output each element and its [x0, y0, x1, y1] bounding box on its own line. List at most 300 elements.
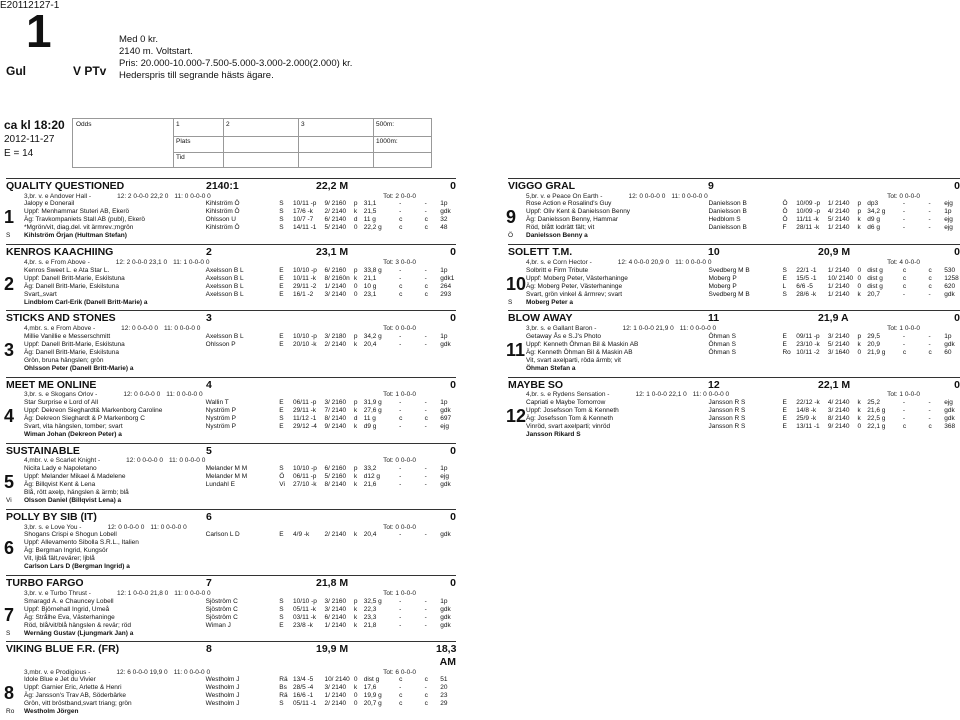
history-cell: c [399, 700, 403, 708]
history-row [24, 622, 456, 630]
history-cell: gdk [440, 340, 451, 348]
stats-2011: 11: 0 0-0-0 0 [679, 324, 717, 332]
history-cell: 1p [440, 597, 448, 605]
history-cell: 25/9 -k [796, 414, 817, 422]
history-cell: 8/ 2160n [324, 274, 350, 282]
history-cell [293, 489, 324, 497]
history-cell: c [399, 216, 403, 224]
history-cell: p [353, 465, 358, 473]
driver-line [6, 431, 456, 439]
horse-pedigree: 5,br. v. e Peace On Earth - [526, 192, 603, 200]
history-cell: Ro [782, 348, 791, 356]
horse-best-time: 20,9 M [818, 246, 851, 259]
history-row [24, 700, 456, 708]
stats-2011: 11: 1 0-0-0 0 [173, 258, 210, 266]
history-cell: - [399, 274, 402, 282]
history-row [24, 531, 456, 539]
race-line: Pris: 20.000-10.000-7.500-5.000-3.000-2.000(2.000) kr. [119, 57, 353, 69]
horse-header [6, 178, 456, 193]
history-cell: 620 [944, 282, 956, 290]
driver-prefix: S [508, 298, 513, 306]
history-cell: c [902, 282, 907, 290]
history-cell [279, 489, 293, 497]
history-cell: Rä [279, 676, 288, 684]
history-cell: - [399, 340, 402, 348]
history-cell: 1p [440, 266, 448, 274]
history-cell: ejg [944, 216, 953, 224]
history-cell: 10/11 -p [293, 200, 317, 208]
horse-header [6, 244, 456, 259]
history-cell [903, 357, 929, 365]
history-cell [354, 349, 364, 357]
history-cell: 3/ 1640 [827, 348, 850, 356]
horse-name: VIGGO GRAL [508, 180, 576, 192]
horse-info [508, 391, 960, 399]
history-row [24, 341, 456, 349]
stats-total: Tot: 0 0-0-0 [383, 457, 416, 465]
history-cell: Uppf: Allevamento Sibolla S.R.L., Italien [24, 539, 139, 547]
history-row [526, 357, 960, 365]
history-cell: c [902, 266, 907, 274]
history-cell: - [928, 290, 931, 298]
history-row [24, 283, 456, 291]
horse-name: SOLETT T.M. [508, 246, 573, 259]
history-cell: 0 [857, 422, 862, 430]
history-cell: Öhman S [708, 332, 736, 340]
history-cell: E [279, 282, 284, 290]
history-row [24, 481, 456, 489]
history-cell: - [399, 481, 402, 489]
stats-total: Tot: 1 0-0-0 [383, 589, 416, 597]
stats-total: Tot: 1 0-0-0 [887, 391, 920, 399]
history-cell: c [928, 266, 932, 274]
driver-line [6, 563, 456, 571]
history-cell: S [279, 605, 284, 613]
history-cell: Axelsson B L [205, 266, 244, 274]
horse-number: 12 [708, 378, 720, 391]
history-cell [399, 489, 425, 497]
history-cell [440, 489, 456, 497]
history-cell: 1p [440, 332, 448, 340]
post-number: 3 [4, 339, 15, 360]
history-cell: Uppf: Kenneth Öhman Bil & Maskin AB [526, 340, 639, 348]
driver-line [508, 232, 960, 240]
history-cell: 2/ 2140 [324, 531, 347, 539]
history-cell: Ohlsson P [205, 340, 236, 348]
history-cell: Uppf: Moberg Peter, Västerhaninge [526, 274, 628, 282]
history-cell [440, 555, 456, 563]
history-cell [293, 555, 324, 563]
history-cell: 06/11 -p [293, 473, 317, 481]
history-cell: - [399, 398, 402, 406]
history-cell: k [353, 531, 358, 539]
stats-2012: 12: 0 0-0-0 0 [123, 391, 161, 399]
history-cell: k [353, 481, 358, 489]
history-cell: 28/11 -k [796, 224, 820, 232]
history-cell: Äg: Danell Britt-Marie, Eskilstuna [24, 348, 120, 356]
race-history [6, 598, 456, 630]
history-cell [354, 489, 364, 497]
history-cell: - [424, 266, 427, 274]
history-cell: 23,1 [363, 290, 377, 298]
driver-name: Öhman Stefan a [526, 364, 576, 372]
history-cell: S [279, 200, 284, 208]
stats-2011: 11: 0 0-0-0 0 [174, 192, 211, 200]
race-line: Hederspris till segrande hästs ägare. [119, 69, 274, 81]
history-cell: Svart,,svart [24, 290, 57, 298]
driver-line [508, 431, 960, 439]
history-cell: c [424, 700, 428, 708]
history-cell: - [424, 481, 427, 489]
history-cell: k [353, 621, 358, 629]
stats-total: Tot: 0 0-0-0 [383, 523, 416, 531]
history-row [24, 216, 456, 224]
history-cell: 264 [440, 282, 452, 290]
driver-prefix: S [6, 629, 11, 637]
race-history [6, 333, 456, 365]
history-row [24, 267, 456, 275]
history-row [526, 407, 960, 415]
history-cell: gdk [944, 414, 955, 422]
history-cell: 1/ 2140 [324, 692, 347, 700]
history-cell: 20 [440, 684, 448, 692]
horse-wins: 0 [954, 312, 960, 325]
history-cell: 1258 [944, 274, 959, 282]
history-cell: 5/ 2140 [827, 216, 850, 224]
color-label: Gul [6, 64, 26, 78]
history-cell: E [782, 274, 787, 282]
history-cell: Sjöström C [205, 613, 238, 621]
horse-info [6, 524, 456, 532]
history-row [526, 341, 960, 349]
history-cell: Röd, blått lodrätt fält; vit [526, 224, 595, 232]
history-cell: 17/6 -k [293, 208, 313, 216]
history-cell: 23/10 -k [796, 340, 820, 348]
history-cell: gdk1 [440, 274, 455, 282]
history-cell: c [424, 290, 428, 298]
history-cell: 34,2 g [867, 208, 886, 216]
history-cell: 0 [857, 348, 862, 356]
history-cell: E [782, 422, 787, 430]
history-cell: Sjöström C [205, 605, 238, 613]
history-row [24, 473, 456, 481]
history-cell: 28/5 -4 [293, 684, 314, 692]
history-row [526, 224, 960, 232]
stats-total: Tot: 4 0-0-0 [887, 258, 920, 266]
history-cell [425, 547, 441, 555]
history-cell: Äg: Josefsson Tom & Kenneth [526, 414, 613, 422]
horse-number: 10 [708, 246, 720, 259]
history-row [24, 407, 456, 415]
history-cell: 33,8 g [363, 266, 382, 274]
race-history [6, 200, 456, 232]
history-cell: - [399, 597, 402, 605]
history-cell: Smaragd A. e Chauncey Lobell [24, 597, 114, 605]
history-cell [354, 547, 364, 555]
race-history [6, 399, 456, 431]
race-conditions [119, 34, 352, 82]
history-cell: S [782, 290, 787, 298]
history-cell: 1/ 2140 [827, 290, 850, 298]
history-cell: - [902, 224, 905, 232]
history-cell [399, 349, 425, 357]
history-cell: 60 [944, 348, 952, 356]
history-cell: 32,5 g [363, 597, 382, 605]
horse-header [6, 443, 456, 458]
history-cell: c [399, 224, 403, 232]
history-cell: k [353, 340, 358, 348]
history-cell: - [424, 200, 427, 208]
history-cell: E [279, 422, 284, 430]
history-cell [354, 555, 364, 563]
history-cell: 9/ 2140 [324, 422, 347, 430]
history-cell: F [782, 224, 787, 232]
history-cell: dist g [867, 274, 883, 282]
history-cell: c [424, 216, 428, 224]
horse-wins: 0 [954, 180, 960, 192]
history-cell: Rose Action e Rosalind's Guy [526, 200, 612, 208]
history-cell: - [928, 224, 931, 232]
history-cell: c [424, 282, 428, 290]
stats-total: Tot: 0 0-0-0 [383, 324, 416, 332]
history-cell: Nyström P [205, 414, 236, 422]
history-cell: 9/ 2160 [324, 200, 347, 208]
horse-entry [508, 377, 960, 439]
history-cell: Capriati e Maybe Tomorrow [526, 398, 606, 406]
history-cell: Öhman S [708, 348, 736, 356]
horse-best-time: 19,9 M [316, 643, 349, 656]
history-cell: 19,9 g [363, 692, 382, 700]
history-cell: - [928, 340, 931, 348]
horse-header [508, 377, 960, 392]
horse-info [508, 259, 960, 267]
history-cell: k [857, 406, 861, 414]
horse-name: MEET ME ONLINE [6, 378, 97, 391]
history-cell: 0 [857, 282, 862, 290]
horse-best-time: 21,9 A [818, 312, 849, 325]
history-cell: dist g [867, 282, 883, 290]
history-cell: 33,2 [363, 465, 377, 473]
history-cell: 29,5 [867, 332, 880, 340]
history-cell: 3/ 2140 [324, 684, 347, 692]
history-cell: Svedberg M B [708, 266, 750, 274]
history-cell: Jansson R S [708, 398, 746, 406]
history-cell: 22,3 [363, 605, 377, 613]
odds-label: Odds [76, 121, 92, 128]
history-cell [425, 489, 441, 497]
history-cell: S [782, 266, 787, 274]
history-cell: 0 [353, 282, 358, 290]
history-cell [206, 547, 280, 555]
horse-wins: 0 [450, 510, 456, 523]
stats-2011: 11: 0 0-0-0 0 [671, 192, 708, 200]
stats-2011: 11: 0 0-0-0 0 [675, 258, 712, 266]
driver-line [6, 232, 456, 240]
horse-name: QUALITY QUESTIONED [6, 180, 125, 192]
history-cell: Ö [782, 208, 788, 216]
driver-prefix: Vi [6, 497, 12, 505]
history-cell [279, 547, 293, 555]
history-row [24, 555, 456, 563]
history-cell: Blå, rött axelp, hängslen & ärmb; blå [24, 489, 129, 497]
history-cell: d [353, 216, 358, 224]
history-cell: Grön, bruna hängslen; grön [24, 356, 104, 364]
history-cell: 20/10 -k [293, 340, 317, 348]
horse-number: 4 [206, 378, 212, 391]
history-cell [425, 357, 441, 365]
horse-info [508, 193, 960, 201]
history-row [526, 200, 960, 208]
history-cell: E [279, 406, 284, 414]
history-cell: Uppf: Garnier Eric, Arlette & Henri [24, 684, 122, 692]
history-cell: 8/ 2140 [324, 414, 347, 422]
horse-wins: 0 [450, 444, 456, 457]
stats-total: Tot: 6 0-0-0 [383, 668, 416, 676]
history-cell: Ö [279, 473, 285, 481]
history-cell: 13/4 -5 [293, 676, 314, 684]
history-row [24, 333, 456, 341]
history-cell: k [857, 398, 861, 406]
history-cell: Solbritt e Firm Tribute [526, 266, 589, 274]
history-cell: Hedblom S [708, 216, 741, 224]
horse-entry [508, 310, 960, 372]
horse-number: 2140:1 [206, 180, 239, 192]
driver-name: Wernäng Gustav (Ljungmark Jan) a [24, 629, 134, 637]
history-cell: 22,1 g [867, 422, 886, 430]
race-line: 2140 m. Voltstart. [119, 45, 193, 57]
history-cell: - [399, 684, 402, 692]
horse-wins: 0 [450, 246, 456, 259]
history-cell: E [782, 332, 787, 340]
horse-pedigree: 4,mbr. v. e Scarlet Knight - [24, 457, 101, 465]
history-cell: Wiman J [205, 621, 231, 629]
history-cell: Wallin T [205, 398, 229, 406]
history-cell: 4/ 2140 [827, 208, 850, 216]
history-cell: Rä [279, 692, 288, 700]
horse-entry [6, 244, 456, 306]
stats-2012: 12: 0 0-0-0 0 [121, 324, 159, 332]
place-1: 1 [176, 121, 180, 128]
history-cell: p [353, 597, 358, 605]
history-cell [425, 349, 441, 357]
history-row [526, 399, 960, 407]
stats-2011: 11: 0 0-0-0 0 [166, 391, 203, 399]
history-cell: k [353, 473, 358, 481]
horse-entry [6, 575, 456, 637]
history-cell: - [424, 473, 427, 481]
stats-2012: 12: 4 0-0-0 20,9 0 [617, 258, 670, 266]
history-cell: Melander M M [205, 473, 248, 481]
history-cell: c [928, 282, 932, 290]
history-cell: k [353, 613, 358, 621]
horse-entry [6, 178, 456, 240]
stats-2012: 12: 1 0-0-0 21,8 0 [116, 589, 169, 597]
history-cell: 1/ 2140 [827, 200, 850, 208]
history-cell: Kihlström Ö [205, 208, 240, 216]
history-cell: p [857, 332, 862, 340]
history-cell: Vit, ljblå fält,revärer; ljblå [24, 555, 95, 563]
history-cell [324, 357, 353, 365]
history-cell: - [902, 340, 905, 348]
history-cell: 0 [353, 676, 358, 684]
history-cell [364, 357, 399, 365]
horse-header [6, 310, 456, 325]
history-cell: - [902, 208, 905, 216]
history-cell: 7/ 2140 [324, 406, 347, 414]
history-cell: 9/ 2140 [827, 422, 850, 430]
history-cell: Ö [782, 200, 788, 208]
history-cell: gdk [440, 605, 451, 613]
stats-2012: 12: 0 0-0-0 0 [107, 523, 145, 531]
history-cell: S [279, 613, 284, 621]
history-cell: c [928, 274, 932, 282]
history-cell: 28/6 -k [796, 290, 817, 298]
split-1000m: 1000m: [376, 138, 398, 145]
history-cell: 0 [857, 266, 862, 274]
history-cell: 27/10 -k [293, 481, 317, 489]
place-2: 2 [226, 121, 230, 128]
history-cell: 5/ 2140 [324, 224, 347, 232]
horse-name: BLOW AWAY [508, 312, 573, 325]
history-cell: Jalopy e Donerail [24, 200, 75, 208]
history-cell [782, 357, 796, 365]
history-cell: Millie Vanillie e Messerschmitt [24, 332, 111, 340]
history-cell: 6/ 2140 [324, 216, 347, 224]
history-cell [324, 489, 353, 497]
post-number: 6 [4, 538, 15, 559]
history-cell: 22,5 g [867, 414, 886, 422]
history-cell: Idole Blue e Jet du Vivier [24, 676, 96, 684]
history-cell: Nyström P [205, 422, 236, 430]
history-cell [293, 539, 324, 547]
driver-prefix: S [6, 232, 11, 240]
history-cell: c [399, 282, 403, 290]
horse-header [6, 575, 456, 590]
history-cell: gdk [944, 406, 955, 414]
history-cell [399, 357, 425, 365]
history-row [24, 606, 456, 614]
stats-total: Tot: 2 0-0-0 [383, 192, 416, 200]
history-cell: c [399, 676, 403, 684]
history-cell: 31,9 g [363, 398, 382, 406]
history-cell: Ohlsson U [205, 216, 236, 224]
history-cell [399, 539, 425, 547]
history-cell: S [279, 597, 284, 605]
history-cell: - [424, 531, 427, 539]
place-3: 3 [301, 121, 305, 128]
history-cell: 15/5 -1 [796, 274, 817, 282]
history-cell: E [279, 621, 284, 629]
driver-name: Jansson Rikard S [526, 430, 581, 438]
history-cell: - [928, 414, 931, 422]
history-cell: - [928, 398, 931, 406]
history-cell [425, 555, 441, 563]
history-cell: 293 [440, 290, 452, 298]
history-cell [324, 547, 353, 555]
history-cell: 1/ 2140 [827, 282, 850, 290]
history-cell: 21,9 g [867, 348, 886, 356]
history-cell: E [782, 340, 787, 348]
history-cell: Svart, vita hängslen, tomber; svart [24, 422, 123, 430]
history-cell: E [279, 274, 284, 282]
history-cell [399, 555, 425, 563]
history-cell: 23,3 [363, 613, 377, 621]
history-cell: c [928, 422, 932, 430]
horse-info [6, 457, 456, 465]
horse-wins: 0 [954, 246, 960, 259]
history-cell: 3/ 2180 [324, 332, 347, 340]
history-cell: ejg [440, 422, 449, 430]
